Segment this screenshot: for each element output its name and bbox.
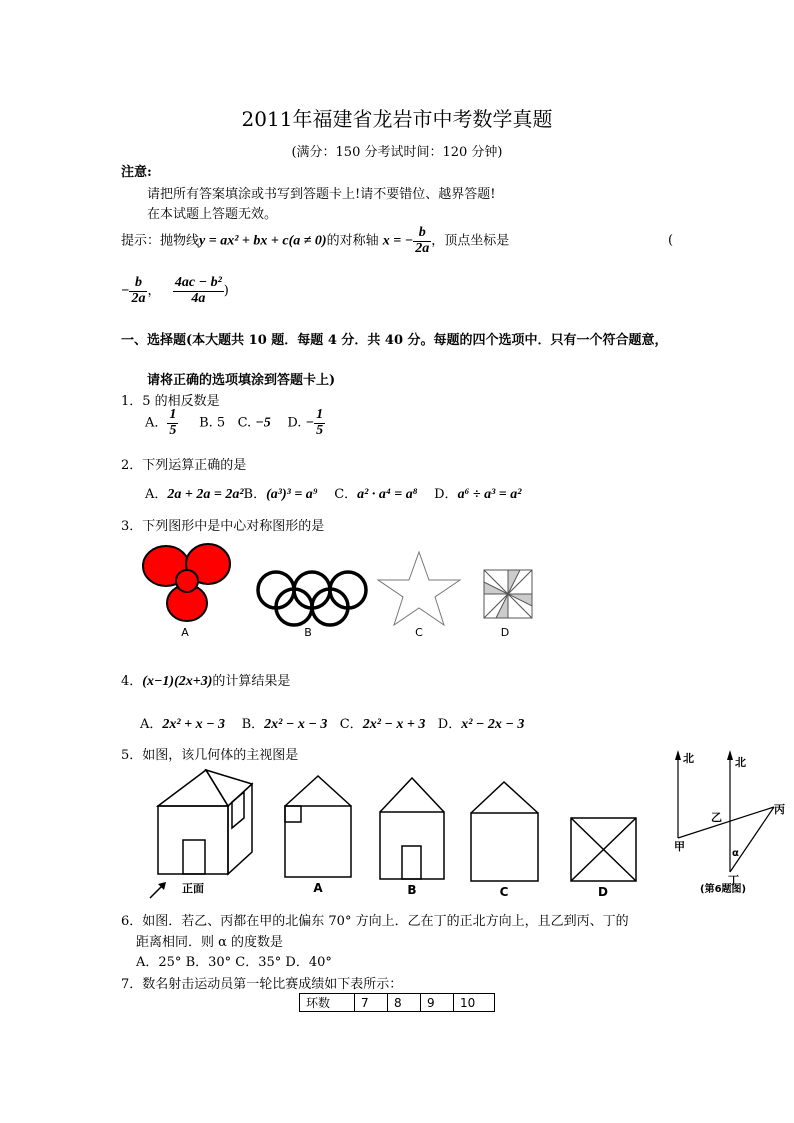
q1-a-num: 1 — [169, 407, 177, 422]
q1-b: B. 5 — [199, 415, 226, 431]
fig-ding: 丁 — [728, 874, 739, 887]
q1-d-num: 1 — [316, 407, 324, 422]
q5-option-d-figure — [571, 818, 636, 881]
notice-line-2: 在本试题上答题无效。 — [147, 207, 278, 222]
q4-options — [140, 713, 524, 733]
q3-label-a: A — [181, 626, 189, 639]
hint-line — [121, 226, 509, 256]
q1-a-den: 5 — [169, 422, 177, 438]
q1-a-label: A． — [145, 415, 168, 431]
hint-axis-numerator: b — [413, 226, 431, 242]
hint-formula: y = ax² + bx + c(a ≠ 0) — [199, 233, 327, 249]
q4-number: 4． — [121, 674, 143, 689]
q4-a-label: A． — [140, 717, 163, 732]
fig-bing: 丙 — [774, 803, 785, 816]
q5-label-b: B — [407, 883, 417, 897]
q2-a-label: A． — [145, 487, 168, 502]
q3-star-figure — [378, 552, 460, 625]
q4-b-label: B． — [241, 717, 265, 732]
hint-open-paren: ( — [668, 233, 674, 248]
fig-yi: 乙 — [711, 811, 722, 824]
q6-options: A．25° B．30° C．35° D．40° — [136, 955, 332, 970]
hint-axis-fraction — [413, 226, 431, 256]
fig-alpha: α — [732, 848, 739, 859]
line-jia-bing — [678, 807, 774, 838]
q6-line-1: 6．如图．若乙、丙都在甲的北偏东 70° 方向上．乙在丁的正北方向上，且乙到丙、丁的 — [121, 914, 629, 929]
q5-solid-figure — [158, 770, 252, 874]
q1-options — [145, 408, 325, 438]
table-cell: 9 — [421, 994, 454, 1012]
q4-c-expr: 2x² − x + 3 — [362, 717, 426, 732]
q3-rings-figure — [258, 572, 366, 625]
q2-c-label: C． — [334, 487, 358, 502]
q4-stem-text: 的计算结果是 — [212, 674, 291, 689]
q3-stem: 3．下列图形中是中心对称图形的是 — [121, 519, 325, 534]
q1-a-fraction — [167, 408, 178, 438]
q3-label-c: C — [415, 626, 423, 639]
table-cell: 10 — [454, 994, 495, 1012]
hint-axis-denominator: 2a — [415, 240, 430, 256]
hint-prefix: 提示：抛物线 — [121, 233, 200, 249]
q1-d-label: D. — [287, 415, 302, 431]
fig-jia: 甲 — [674, 840, 685, 853]
q7-stem: 7．数名射击运动员第一轮比赛成绩如下表所示： — [121, 977, 403, 992]
q4-d-label: D． — [437, 717, 462, 732]
vertex-comma: ， — [147, 283, 173, 299]
q3-pinwheel-figure — [484, 570, 532, 618]
hint-close-paren: ) — [223, 283, 229, 299]
table-cell-header: 环数 — [300, 994, 355, 1012]
hint-mid: 的对称轴 — [326, 233, 379, 249]
q2-c-expr: a² · a⁴ = a⁸ — [357, 487, 418, 502]
flower-center — [176, 570, 198, 592]
q4-b-expr: 2x² − x − 3 — [264, 717, 328, 732]
hint-suffix: ，顶点坐标是 — [431, 233, 510, 249]
line-bing-ding — [730, 807, 774, 872]
q3-figures — [130, 538, 550, 648]
notice-heading: 注意: — [121, 165, 152, 180]
q7-score-table — [299, 993, 495, 1012]
q5-option-b-figure — [380, 778, 444, 879]
q5-label-c: C — [499, 885, 509, 899]
q4-d-expr: x² − 2x − 3 — [461, 717, 525, 732]
q5-figures — [140, 762, 650, 902]
q1-stem: 1．5 的相反数是 — [121, 394, 220, 409]
q5-option-a-figure — [285, 776, 351, 877]
page-subtitle: (满分：150 分考试时间：120 分钟) — [291, 145, 503, 160]
hint-vertex — [121, 276, 229, 306]
q5-stem: 5．如图，该几何体的主视图是 — [121, 748, 299, 763]
q4-stem — [121, 670, 290, 690]
q5-label-d: D — [598, 885, 608, 899]
fig-caption: (第6题图) — [700, 884, 747, 894]
page-title: 2011年福建省龙岩市中考数学真题 — [241, 107, 553, 131]
north-arrow-2 — [727, 750, 733, 760]
q2-b-expr: (a³)³ = a⁹ — [266, 487, 318, 502]
table-row — [300, 994, 495, 1012]
q2-options — [145, 483, 522, 503]
vertex-y-numerator: 4ac − b² — [174, 275, 222, 290]
vertex-minus: − — [121, 283, 130, 299]
vertex-y-denominator: 4a — [191, 290, 206, 306]
q2-stem: 2．下列运算正确的是 — [121, 458, 247, 473]
vertex-x-numerator: b — [129, 276, 147, 292]
q3-label-d: D — [500, 626, 510, 639]
q1-c-label: C. — [237, 415, 252, 431]
q3-flower-figure — [143, 544, 230, 621]
q2-d-expr: a⁶ ÷ a³ = a² — [457, 487, 522, 502]
q2-d-label: D． — [434, 487, 458, 502]
q4-expr: (x−1)(2x+3) — [142, 674, 213, 689]
q1-d-minus: − — [305, 415, 315, 431]
q4-a-expr: 2x² + x − 3 — [162, 717, 226, 732]
q2-a-expr: 2a + 2a = 2a² — [167, 487, 244, 502]
fig-north-1: 北 — [683, 752, 694, 765]
fig-north-2: 北 — [735, 756, 746, 769]
q5-front-label: 正面 — [182, 882, 204, 895]
section1-heading: 一、选择题(本大题共 10 题．每题 4 分．共 40 分。每题的四个选项中．只有一个符合题意， — [121, 333, 668, 348]
q1-d-den: 5 — [316, 422, 324, 438]
section1-heading-2: 请将正确的选项填涂到答题卡上) — [147, 373, 336, 388]
q6-figure — [664, 744, 789, 894]
q1-c-value: −5 — [255, 415, 271, 431]
q1-d-fraction — [314, 408, 325, 438]
q5-label-a: A — [313, 881, 323, 895]
notice-line-1: 请把所有答案填涂或书写到答题卡上!请不要错位、越界答题! — [147, 187, 496, 202]
table-cell: 8 — [388, 994, 421, 1012]
q2-b-label: B． — [243, 487, 267, 502]
vertex-x-denominator: 2a — [131, 290, 146, 306]
vertex-y-fraction — [173, 276, 224, 306]
q4-c-label: C． — [339, 717, 363, 732]
north-arrow-1 — [675, 750, 681, 760]
q6-line-2: 距离相同．则 α 的度数是 — [136, 935, 284, 950]
hint-axis-lhs: x = − — [382, 233, 414, 249]
vertex-x-fraction — [129, 276, 147, 306]
q3-label-b: B — [304, 626, 312, 639]
table-cell: 7 — [355, 994, 388, 1012]
q5-option-c-figure — [471, 782, 538, 881]
